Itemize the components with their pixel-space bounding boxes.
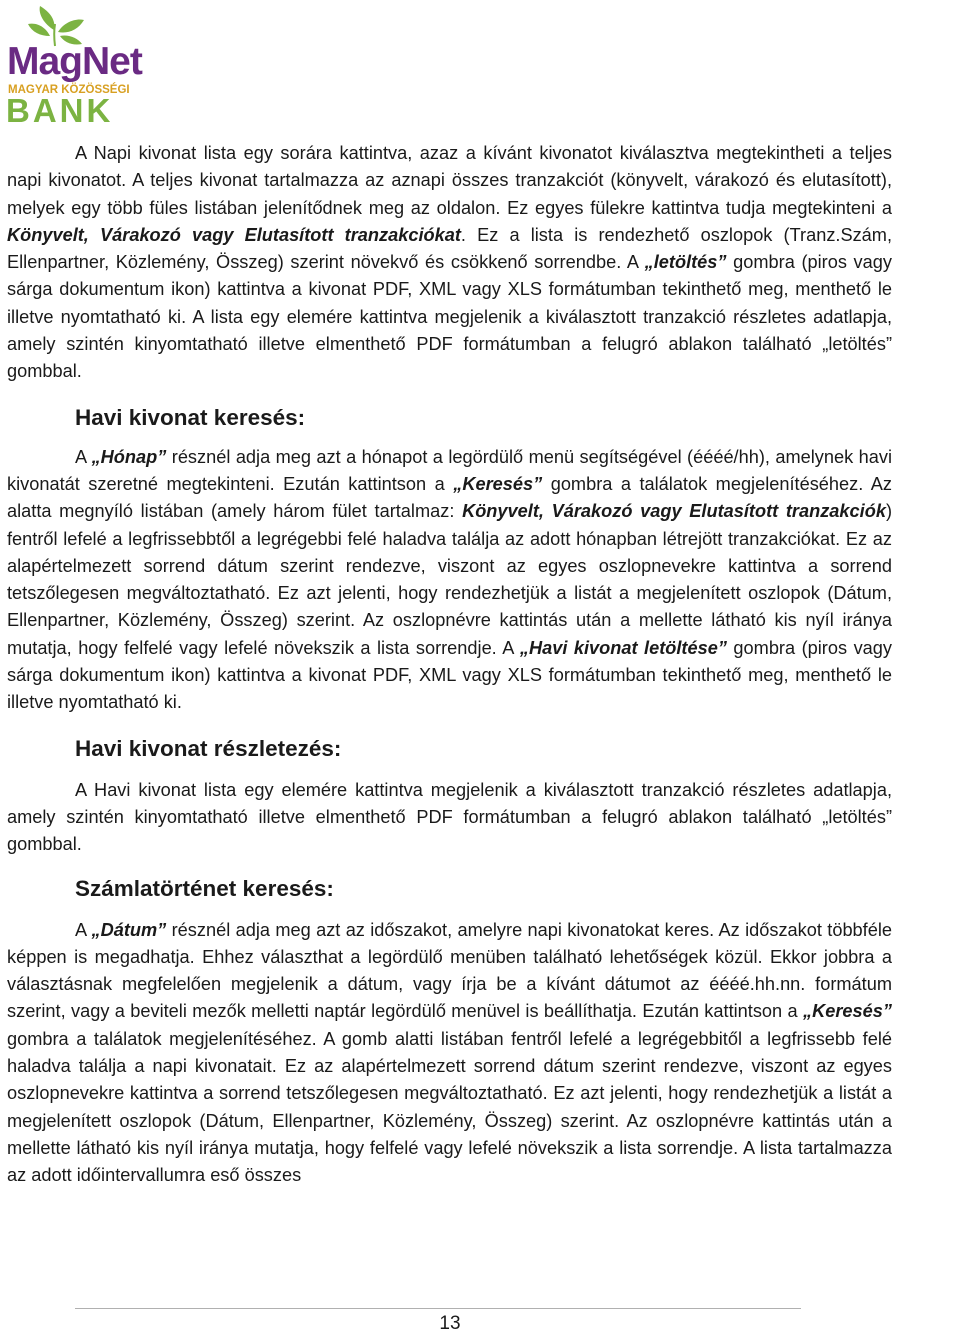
section-heading-monthly-details: Havi kivonat részletezés: (75, 735, 342, 761)
page-number: 13 (439, 1313, 461, 1334)
logo-subtitle: MAGYAR KÖZÖSSÉGI (8, 84, 130, 96)
footer-divider (75, 1308, 801, 1309)
document-body (7, 140, 892, 1190)
logo-bank-text: BANK (6, 92, 114, 124)
monthly-search-paragraph: A „Hónap” résznél adja meg azt a hónapot a legördülő menü segítségével (éééé/hh), amelynek havi kivonatát szeretné megtekinteni. Ezután kattintson a „Keresés” gombra a találatok megjelenítéséhez. Az alatta megnyíló listában (amely három fület tartalmaz: Könyvelt, Várakozó vagy Elutasított tranzakciók) fentről lefelé a legfrissebbtől a legrégebbi felé haladva találja az adott hónapban létrejött tranzakciókat. Ez az alapértelmezett sorrend dátum szerint rendezve, viszont az egyes oszlopnevekre kattintva a sorrend tetszőlegesen megváltoztatható. Ez azt jelenti, hogy rendezhetjük a listát a megjelenített oszlopok (Dátum, Ellenpartner, Közlemény, Összeg) szerint. Az oszlopnévre kattintás után a mellette látható kis nyíl iránya mutatja, hogy felfelé vagy lefelé növekszik a lista sorrendje. A „Havi kivonat letöltése” gombra (piros vagy sárga dokumentum ikon) kattintva a kivonat PDF, XML vagy XLS formátumban tekinthető meg, menthető le illetve nyomtatható ki. (7, 446, 893, 713)
intro-paragraph: A Napi kivonat lista egy sorára kattintva, azaz a kívánt kivonatot kiválasztva megtekintheti a teljes napi kivonatot. A teljes kivonat tartalmazza az aznapi összes tranzakciót (könyvelt, várakozó és elutasított), melyek egy több füles listában jelenítődnek meg az oldalon. Ez egyes fülekre kattintva tudja megtekinteni a Könyvelt, Várakozó vagy Elutasított tranzakciókat. Ez a lista is rendezhető oszlopok (Tranz.Szám, Ellenpartner, Közlemény, Összeg) szerint növekvő és csökkenő sorrendbe. A „letöltés” gombra (piros vagy sárga dokumentum ikon) kattintva a kivonat PDF, XML vagy XLS formátumban tekinthető meg, menthető le illetve nyomtatható ki. A lista egy elemére kattintva megjelenik a kiválasztott tranzakció részletes adatlapja, amely szintén kinyomtatható illetve elmenthető PDF formátumban a felugró ablakon található „letöltés” gombbal. (7, 143, 893, 382)
section-heading-monthly-search: Havi kivonat keresés: (75, 404, 306, 430)
logo-magnet-text: MagNet (7, 40, 142, 83)
section-heading-account-history: Számlatörténet keresés: (75, 875, 334, 901)
monthly-details-paragraph: A Havi kivonat lista egy elemére kattintva megjelenik a kiválasztott tranzakció részletes adatlapja, amely szintén kinyomtatható illetve elmenthető PDF formátumban a felugró ablakon található „letöltés” gombbal. (7, 779, 892, 855)
account-history-paragraph: A „Dátum” résznél adja meg azt az időszakot, amelyre napi kivonatokat keres. Az időszakot többféle képpen is megadhatja. Ehhez választhat a legördülő menüben található lehetőségek közül. Ekkor jobbra a választásnak megfelelően megjelenik a dátum, vagy írja be a kívánt dátumot az éééé.hh.nn. formátum szerint, vagy a beviteli mezők melletti naptár legördülő menüvel is beállíthatja. Ezután kattintson a „Keresés” gombra a találatok megjelenítéséhez. A gomb alatti listában fentről lefelé a legrégebbitől a legfrissebb felé haladva találja a napi kivonatait. Ez az alapértelmezett sorrend dátum szerint rendezve, viszont az egyes oszlopnevekre kattintva a sorrend tetszőlegesen megváltoztatható. Ez azt jelenti, hogy rendezhetjük a listát a megjelenített oszlopok (Dátum, Ellenpartner, Közlemény, Összeg) szerint. Az oszlopnévre kattintás után a mellette látható kis nyíl iránya mutatja, hogy felfelé vagy lefelé növekszik a lista sorrendje. A lista tartalmazza az adott időintervallumra eső összes (7, 919, 892, 1186)
magnet-bank-logo (6, 6, 152, 124)
